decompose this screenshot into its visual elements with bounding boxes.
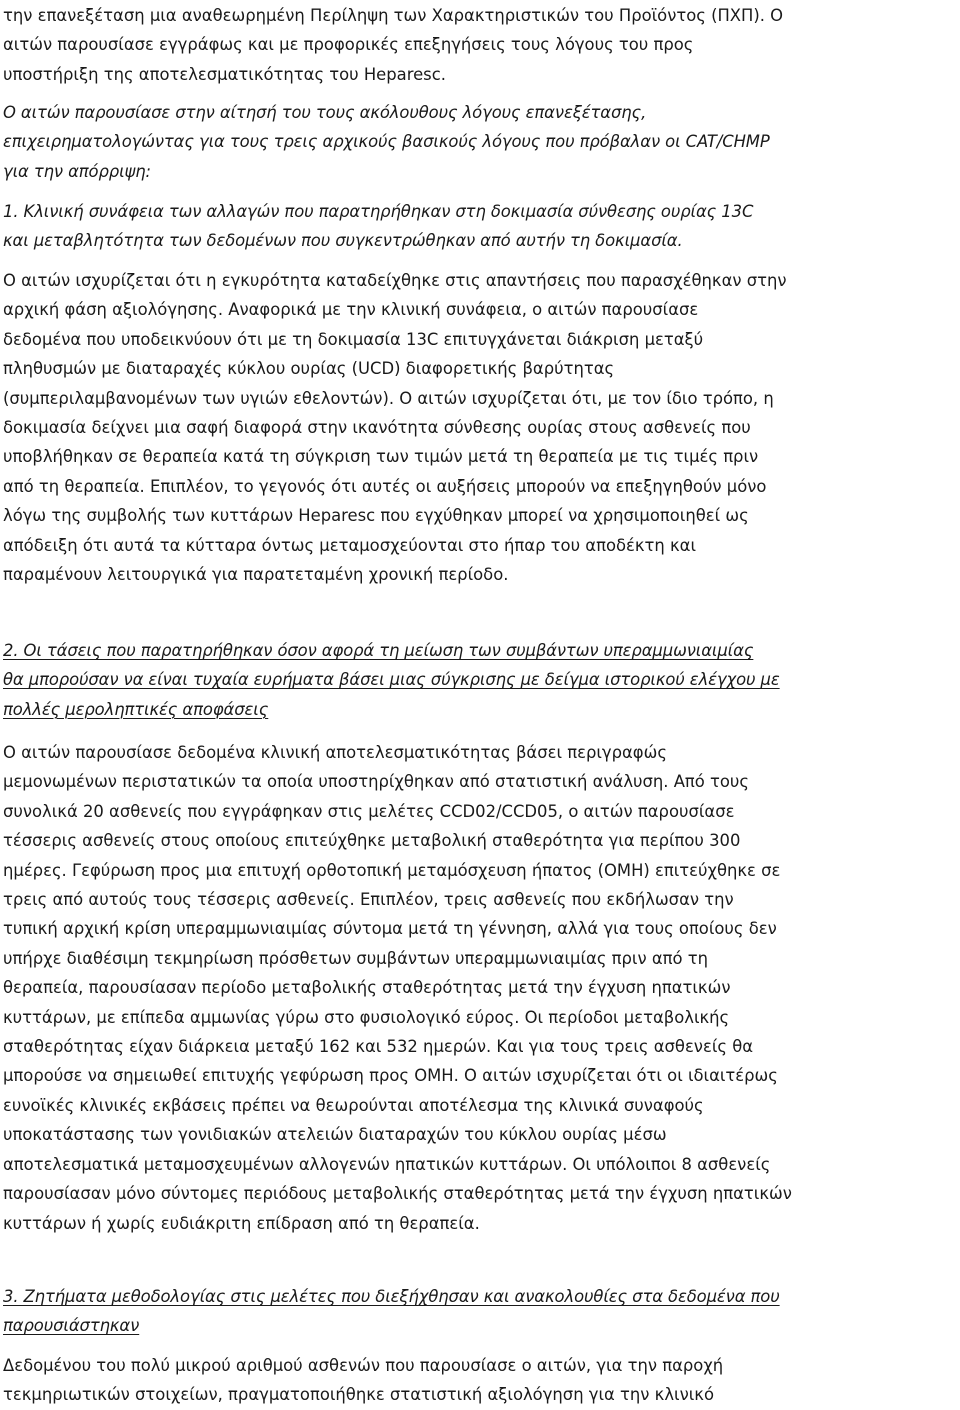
- ground-3-heading: [3, 1282, 780, 1341]
- ground-3-body: [3, 1351, 723, 1410]
- text-line: αποτελεσματικά μεταμοσχευμένων αλλογενών ηπατικών κυττάρων. Οι υπόλοιποι 8 ασθενείς: [3, 1154, 771, 1174]
- text-line: αιτών παρουσίασε εγγράφως και με προφορικές επεξηγήσεις τους λόγους του προς: [3, 35, 694, 55]
- text-line: υποκατάστασης των γονιδιακών ατελειών διαταραχών του κύκλου ουρίας μέσω: [3, 1125, 667, 1145]
- ground-1-body: [3, 266, 787, 589]
- text-line: Δεδομένου του πολύ μικρού αριθμού ασθενών που παρουσίασε ο αιτών, για την παροχή: [3, 1356, 724, 1375]
- text-line: από τη θεραπεία. Επιπλέον, το γεγονός ότι αυτές οι αυξήσεις μπορούν να επεξηγηθούν μόνο: [3, 476, 767, 496]
- text-line: πληθυσμών με διαταραχές κύκλου ουρίας (UCD) διαφορετικής βαρύτητας: [3, 359, 615, 379]
- text-line: παρουσιάστηκαν: [3, 1316, 140, 1336]
- ground-1-heading: [3, 197, 753, 256]
- text-line: (συμπεριλαμβανομένων των υγιών εθελοντών). Ο αιτών ισχυρίζεται ότι, με τον ίδιο τρόπο, η: [3, 388, 774, 408]
- text-line: 2. Οι τάσεις που παρατηρήθηκαν όσον αφορά τη μείωση των συμβάντων υπεραμμωνιαιμίας: [3, 641, 754, 660]
- text-line: τρεις από αυτούς τους τέσσερις ασθενείς. Επιπλέον, τρεις ασθενείς που εκδήλωσαν την: [3, 890, 734, 910]
- text-line: συνολικά 20 ασθενείς που εγγράφηκαν στις μελέτες CCD02/CCD05, ο αιτών παρουσίασε: [3, 801, 735, 821]
- text-line: μπορούσε να σημειωθεί επιτυχής γεφύρωση προς ΟΜΗ. Ο αιτών ισχυρίζεται ότι οι ιδιαιτέρως: [3, 1066, 778, 1086]
- text-line: ημέρες. Γεφύρωση προς μια επιτυχή ορθοτοπική μεταμόσχευση ήπατος (ΟΜΗ) επιτεύχθηκε σε: [3, 860, 781, 880]
- text-line: λόγω της συμβολής των κυττάρων Heparesc που εγχύθηκαν μπορεί να χρησιμοποιηθεί ως: [3, 506, 749, 526]
- intro-paragraph: [3, 1, 783, 89]
- text-line: Ο αιτών ισχυρίζεται ότι η εγκυρότητα καταδείχθηκε στις απαντήσεις που παρασχέθηκαν στην: [3, 271, 787, 290]
- ground-2-heading: [3, 636, 780, 724]
- text-line: υπήρχε διαθέσιμη τεκμηρίωση πρόσθετων συμβάντων υπεραμμωνιαιμίας πριν από τη: [3, 948, 709, 968]
- text-line: κυττάρων ή χωρίς ευδιάκριτη επίδραση από τη θεραπεία.: [3, 1213, 480, 1233]
- text-line: τεκμηριωτικών στοιχείων, πραγματοποιήθηκε στατιστική αξιολόγηση για την κλινικό: [3, 1385, 714, 1405]
- text-line: θεραπεία, παρουσίασαν περίοδο μεταβολικής σταθερότητας μετά την έγχυση ηπατικών: [3, 978, 731, 998]
- text-line: υποβλήθηκαν σε θεραπεία κατά τη σύγκριση των τιμών μετά τη θεραπεία με τις τιμές πριν: [3, 447, 759, 467]
- ground-2-body: [3, 738, 792, 1238]
- text-line: 1. Κλινική συνάφεια των αλλαγών που παρατηρήθηκαν στη δοκιμασία σύνθεσης ουρίας 13C: [3, 202, 754, 221]
- text-line: τέσσερις ασθενείς στους οποίους επιτεύχθηκε μεταβολική σταθερότητα για περίπου 300: [3, 831, 741, 851]
- text-line: παρουσίασαν μόνο σύντομες περιόδους μεταβολικής σταθερότητας μετά την έγχυση ηπατικών: [3, 1184, 792, 1204]
- text-line: ευνοϊκές κλινικές εκβάσεις πρέπει να θεωρούνται αποτέλεσμα της κλινικά συναφούς: [3, 1095, 704, 1115]
- text-line: θα μπορούσαν να είναι τυχαία ευρήματα βάσει μιας σύγκρισης με δείγμα ιστορικού ελέγχου με: [3, 670, 780, 690]
- text-line: σταθερότητας είχαν διάρκεια μεταξύ 162 και 532 ημερών. Και για τους τρεις ασθενείς θα: [3, 1037, 754, 1057]
- text-line: επιχειρηματολογώντας για τους τρεις αρχικούς βασικούς λόγους που πρόβαλαν οι CAT/CHMP: [3, 132, 770, 152]
- text-line: υποστήριξη της αποτελεσματικότητας του Heparesc.: [3, 64, 446, 84]
- text-line: δοκιμασία δείχνει μια σαφή διαφορά στην ικανότητα σύνθεσης ουρίας στους ασθενείς που: [3, 418, 751, 438]
- text-line: μεμονωμένων περιστατικών τα οποία υποστηρίχθηκαν από στατιστική ανάλυση. Από τους: [3, 772, 750, 792]
- text-line: την επανεξέταση μια αναθεωρημένη Περίληψη των Χαρακτηριστικών του Προϊόντος (ΠΧΠ). Ο: [3, 6, 784, 25]
- grounds-intro-paragraph: [3, 98, 770, 186]
- text-line: και μεταβλητότητα των δεδομένων που συγκεντρώθηκαν από αυτήν τη δοκιμασία.: [3, 231, 683, 251]
- text-line: παραμένουν λειτουργικά για παρατεταμένη χρονική περίοδο.: [3, 565, 509, 585]
- text-line: Ο αιτών παρουσίασε στην αίτησή του τους ακόλουθους λόγους επανεξέτασης,: [3, 103, 647, 122]
- text-line: αρχική φάση αξιολόγησης. Αναφορικά με την κλινική συνάφεια, ο αιτών παρουσίασε: [3, 300, 699, 320]
- text-line: δεδομένα που υποδεικνύουν ότι με τη δοκιμασία 13C επιτυγχάνεται διάκριση μεταξύ: [3, 329, 704, 349]
- text-line: κυττάρων, με επίπεδα αμμωνίας γύρω στο φυσιολογικό εύρος. Οι περίοδοι μεταβολικής: [3, 1007, 730, 1027]
- text-line: απόδειξη ότι αυτά τα κύτταρα όντως μεταμοσχεύονται στο ήπαρ του αποδέκτη και: [3, 535, 697, 555]
- text-line: τυπική αρχική κρίση υπεραμμωνιαιμίας σύντομα μετά τη γέννηση, αλλά για τους οποίους δεν: [3, 919, 777, 939]
- text-line: 3. Ζητήματα μεθοδολογίας στις μελέτες που διεξήχθησαν και ανακολουθίες στα δεδομένα που: [3, 1287, 780, 1306]
- text-line: για την απόρριψη:: [3, 161, 151, 181]
- text-line: Ο αιτών παρουσίασε δεδομένα κλινική αποτελεσματικότητας βάσει περιγραφώς: [3, 743, 667, 762]
- text-line: πολλές μεροληπτικές αποφάσεις: [3, 699, 269, 719]
